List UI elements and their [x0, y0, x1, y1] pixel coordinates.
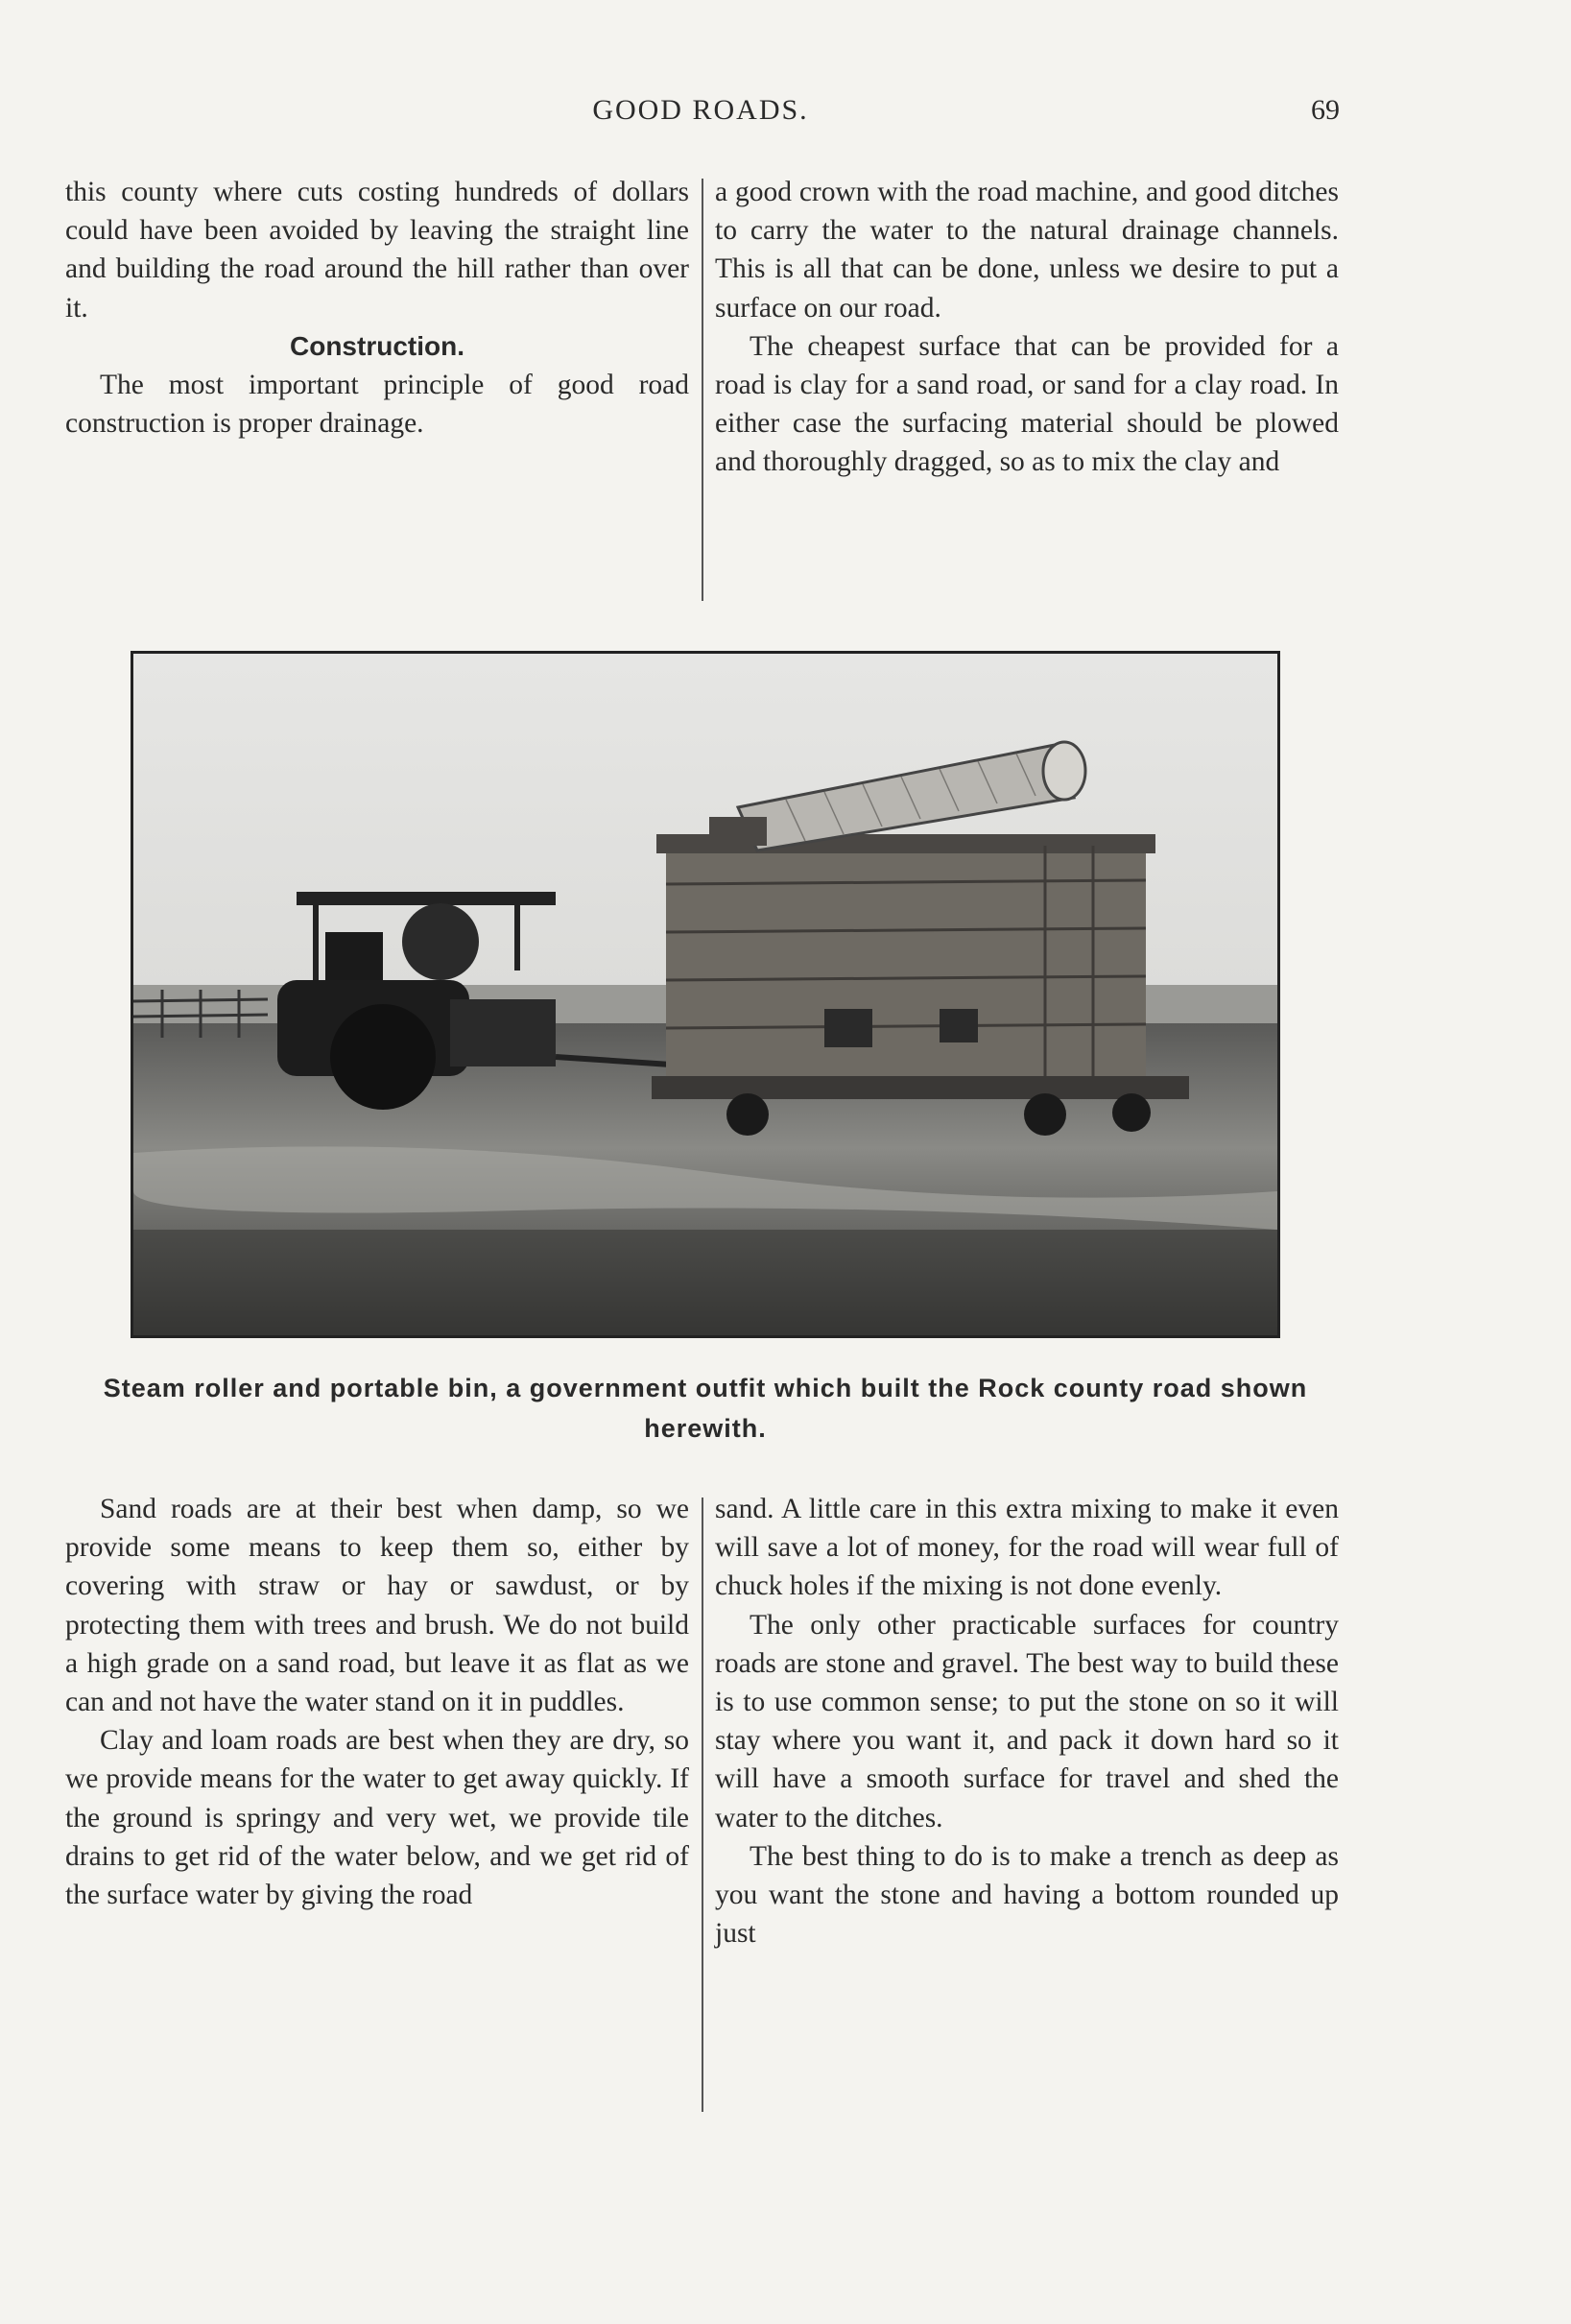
bottom-right-paragraph-2: The only other practicable surfaces for country roads are stone and gravel. The best way to build these is to use common sense; to put the stone on so it will stay where you want it, and pack it down hard so it will have a smooth surface for travel and shed the water to the ditches. — [715, 1609, 1339, 1833]
page-number: 69 — [1311, 94, 1340, 126]
top-left-column — [65, 173, 689, 443]
top-left-paragraph: The most important principle of good road construction is proper drainage. — [65, 370, 689, 440]
column-rule-bottom — [702, 1497, 703, 2112]
running-title: GOOD ROADS. — [592, 94, 809, 126]
top-right-column — [715, 173, 1339, 482]
bottom-left-paragraph-1: Sand roads are at their best when damp, so we provide some means to keep them so, either by covering with straw or hay or sawdust, or by protecting them with trees and brush. We do not build a high grade on a sand road, but leave it as flat as we can and not have the water stand on it in puddles. — [65, 1494, 689, 1718]
top-right-paragraph-2: The cheapest surface that can be provided for a road is clay for a sand road, or sand for a clay road. In either case the surfacing material should be plowed and thoroughly dragged, so as to mix the clay and — [715, 330, 1339, 478]
bottom-right-column — [715, 1490, 1339, 1953]
column-rule-top — [702, 179, 703, 601]
top-left-intro: this county where cuts costing hundreds of dollars could have been avoided by leaving the straight line and building the road around the hill rather than over it. — [65, 177, 689, 323]
bottom-left-column — [65, 1490, 689, 1914]
bottom-right-paragraph-3: The best thing to do is to make a trench as deep as you want the stone and having a bottom rounded up just — [715, 1840, 1339, 1950]
figure-caption: Steam roller and portable bin, a government outfit which built the Rock county road shown herewith. — [103, 1374, 1308, 1443]
running-header — [0, 94, 1571, 132]
photograph-steam-roller — [131, 651, 1280, 1338]
top-right-paragraph-1: a good crown with the road machine, and good ditches to carry the water to the natural drainage channels. This is all that can be done, unless we desire to put a surface on our road. — [715, 177, 1339, 323]
bottom-right-paragraph-1: sand. A little care in this extra mixing to make it even will save a lot of money, for the road will wear full of chuck holes if the mixing is not done evenly. — [715, 1494, 1339, 1602]
bottom-left-paragraph-2: Clay and loam roads are best when they are dry, so we provide means for the water to get away quickly. If the ground is springy and very wet, we provide tile drains to get rid of the water below, and we get rid of the surface water by giving the road — [65, 1725, 689, 1911]
section-heading: Construction. — [290, 330, 464, 361]
